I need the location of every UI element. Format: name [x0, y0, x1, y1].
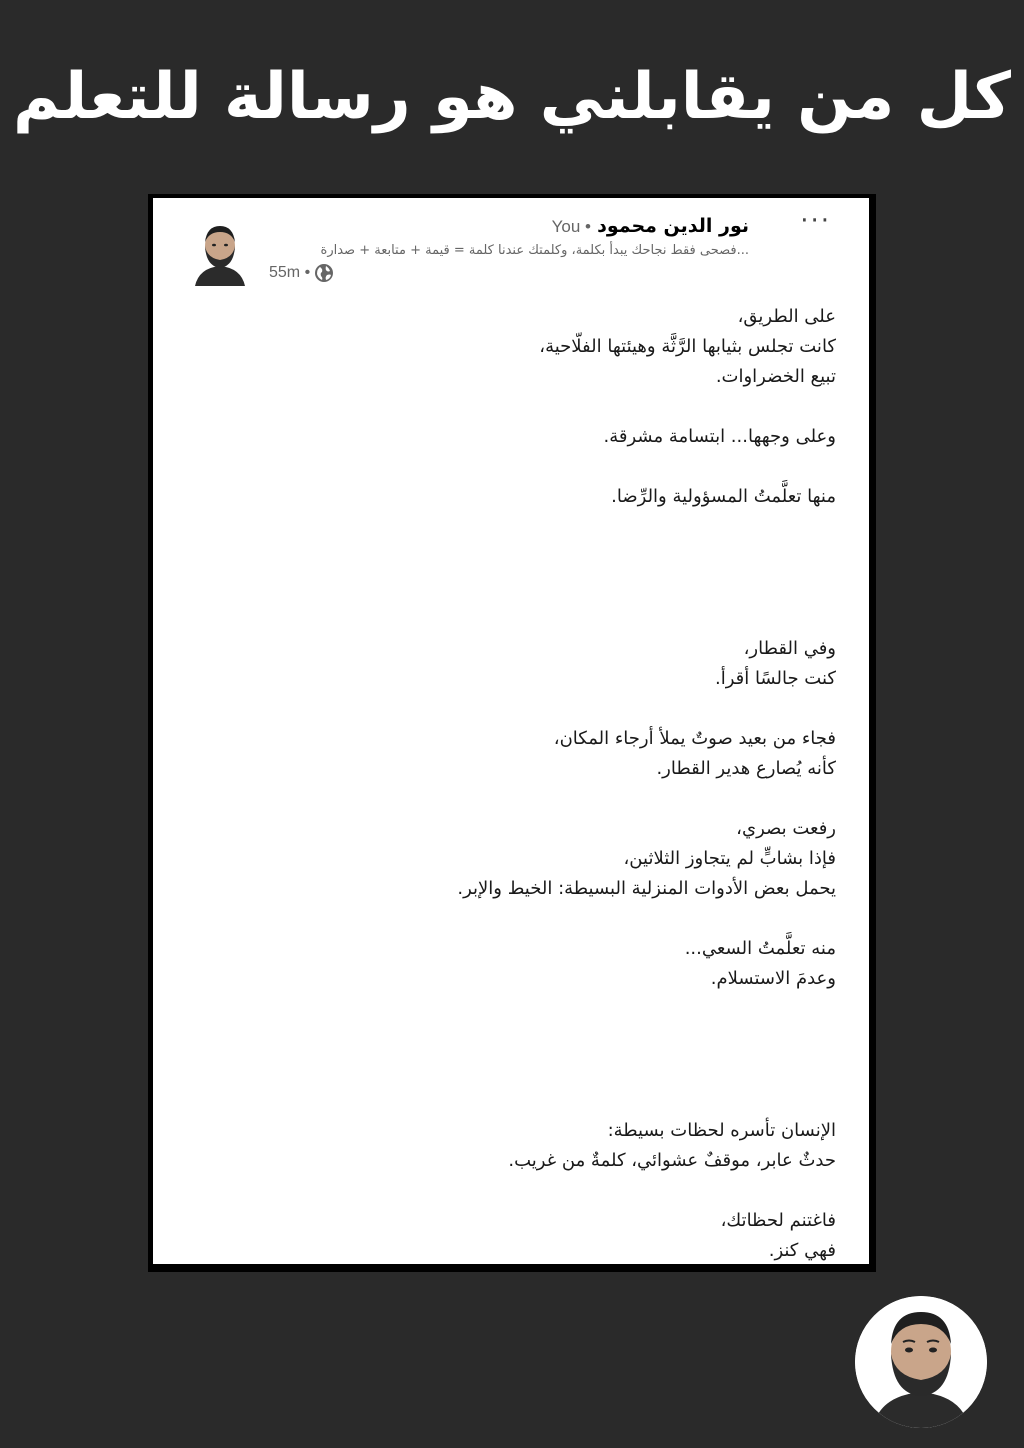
more-options-button[interactable]: ···	[800, 206, 831, 236]
body-line: وعدمَ الاستسلام.	[710, 968, 836, 989]
body-line: فجاء من بعيد صوتٌ يملأ أرجاء المكان،	[553, 728, 836, 749]
body-line: كأنه يُصارع هدير القطار.	[656, 758, 836, 779]
body-line: يحمل بعض الأدوات المنزلية البسيطة: الخيط والإبر.	[457, 878, 836, 899]
post-screenshot-frame	[148, 194, 876, 1272]
body-line: حدثٌ عابر، موقفٌ عشوائي، كلمةٌ من غريب.	[508, 1150, 836, 1171]
body-line: تبيع الخضراوات.	[715, 366, 836, 387]
profile-avatar	[855, 1296, 987, 1428]
body-line: وفي القطار،	[743, 638, 836, 659]
post-header	[269, 212, 749, 285]
body-line: وعلى وجهها... ابتسامة مشرقة.	[603, 426, 836, 447]
body-line: الإنسان تأسره لحظات بسيطة:	[607, 1120, 836, 1141]
author-name[interactable]: نور الدين محمود	[597, 215, 749, 237]
author-row	[269, 212, 749, 241]
body-line: رفعت بصري،	[736, 818, 836, 839]
body-line: منه تعلَّمتُ السعي...	[684, 938, 836, 959]
globe-icon	[314, 263, 334, 283]
post-card	[153, 198, 869, 1264]
body-line: منها تعلَّمتُ المسؤولية والرِّضا.	[611, 486, 836, 507]
headline-title: كل من يقابلني هو رسالة للتعلم	[13, 60, 1011, 134]
body-line: على الطريق،	[737, 306, 836, 327]
body-line: فإذا بشابٍّ لم يتجاوز الثلاثين،	[623, 848, 836, 869]
author-avatar[interactable]	[191, 216, 249, 286]
post-time: 55m •	[269, 264, 311, 281]
body-line: فهي كنز.	[768, 1240, 836, 1261]
post-body	[196, 302, 836, 1264]
body-line: فاغتنم لحظاتك،	[720, 1210, 836, 1231]
body-line: كنت جالسًا أقرأ.	[714, 668, 836, 689]
you-tag: • You	[551, 217, 592, 236]
author-tagline: ...فصحى فقط نجاحك يبدأ بكلمة، وكلمتك عندنا كلمة = قيمة + متابعة + صدارة	[320, 243, 749, 258]
post-meta	[269, 261, 749, 285]
body-line: كانت تجلس بثيابها الرَّثَّة وهيئتها الفلّاحية،	[539, 336, 836, 357]
